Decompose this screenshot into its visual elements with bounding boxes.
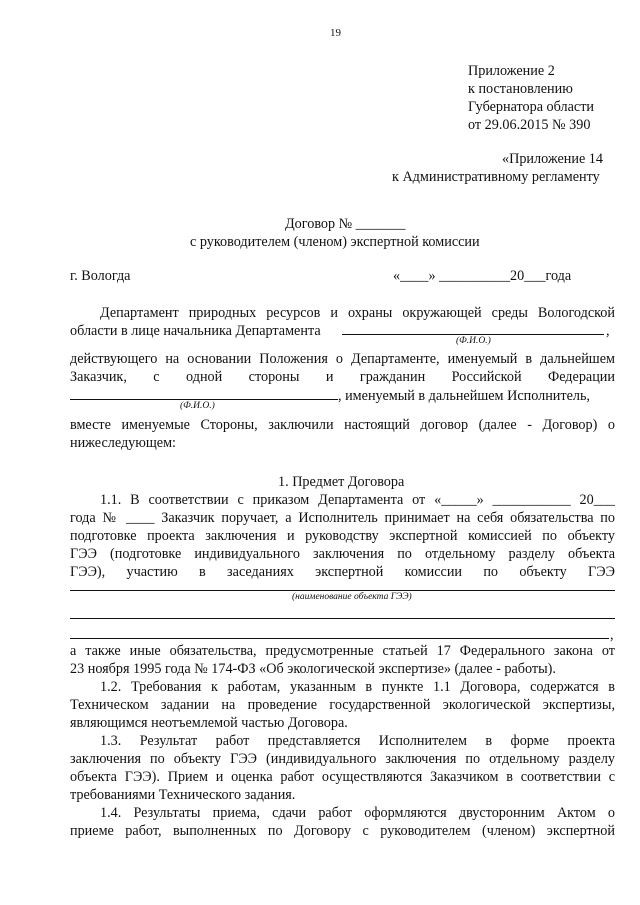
p13-line-2: заключения по объекту ГЭЭ (индивидуального заключения по отдельному разделу xyxy=(70,751,615,767)
intro-line-7: нижеследующем: xyxy=(70,435,176,451)
object-label: (наименование объекта ГЭЭ) xyxy=(292,592,412,602)
p11-line-8: 23 ноября 1995 года № 174-ФЗ «Об экологической экспертизе» (далее - работы). xyxy=(70,661,556,677)
page-number: 19 xyxy=(330,27,341,39)
p11-line-5: ГЭЭ), участию в заседаниях экспертной комиссии по объекту ГЭЭ xyxy=(70,564,615,580)
fio-underline-2 xyxy=(70,399,338,400)
appendix-line-3: Губернатора области xyxy=(468,99,594,115)
appendix-line-1: Приложение 2 xyxy=(468,63,555,79)
attachment-line-2: к Административному регламенту xyxy=(392,169,600,185)
fio-underline-1 xyxy=(342,334,604,335)
p13-line-4: требованиями Технического задания. xyxy=(70,787,296,803)
fio-label-2: (Ф.И.О.) xyxy=(180,401,215,411)
p12-line-2: Техническом задании на проведение государственной экологической экспертизы, xyxy=(70,697,615,713)
p12-line-3: являющимся неотъемлемой частью Договора. xyxy=(70,715,348,731)
p11-line-4: ГЭЭ (подготовке индивидуального заключения по отдельному разделу объекта xyxy=(70,546,615,562)
intro-line-2: области в лице начальника Департамента xyxy=(70,323,321,339)
appendix-line-4: от 29.06.2015 № 390 xyxy=(468,117,591,133)
intro-line-2-end: , xyxy=(606,323,610,339)
city: г. Вологда xyxy=(70,268,131,284)
intro-line-3: действующего на основании Положения о Департаменте, именуемый в дальнейшем xyxy=(70,351,615,367)
date-line: «____» __________20___года xyxy=(393,268,572,284)
intro-line-4: Заказчик, с одной стороны и гражданин Российской Федерации xyxy=(70,369,615,385)
p13-line-3: объекта ГЭЭ). Прием и оценка работ осуществляются Заказчиком в соответствии с xyxy=(70,769,615,785)
p12-line-1: 1.2. Требования к работам, указанным в пункте 1.1 Договора, содержатся в xyxy=(100,679,615,695)
p14-line-1: 1.4. Результаты приема, сдачи работ оформляются двусторонним Актом о xyxy=(100,805,615,821)
appendix-line-2: к постановлению xyxy=(468,81,573,97)
intro-line-5: , именуемый в дальнейшем Исполнитель, xyxy=(338,388,590,404)
contract-subtitle: с руководителем (членом) экспертной комиссии xyxy=(190,234,480,250)
object-underline-3 xyxy=(70,638,609,639)
object-underline-1 xyxy=(70,590,615,591)
p11-line-1: 1.1. В соответствии с приказом Департамента от «_____» ___________ 20___ xyxy=(100,492,615,508)
object-underline-2 xyxy=(70,618,615,619)
fio-label-1: (Ф.И.О.) xyxy=(456,336,491,346)
p11-line-2: года № ____ Заказчик поручает, а Исполнитель принимает на себя обязательства по xyxy=(70,510,615,526)
attachment-line-1: «Приложение 14 xyxy=(502,151,603,167)
p13-line-1: 1.3. Результат работ представляется Исполнителем в форме проекта xyxy=(100,733,615,749)
intro-line-6: вместе именуемые Стороны, заключили настоящий договор (далее - Договор) о xyxy=(70,417,615,433)
intro-line-1: Департамент природных ресурсов и охраны окружающей среды Вологодской xyxy=(100,305,615,321)
p11-line-6-end: , xyxy=(610,627,614,643)
p11-line-7: а также иные обязательства, предусмотренные статьей 17 Федерального закона от xyxy=(70,643,615,659)
p11-line-3: подготовке проекта заключения и руководству экспертной комиссией по объекту xyxy=(70,528,615,544)
section-1-title: 1. Предмет Договора xyxy=(278,474,405,490)
p14-line-2: приеме работ, выполненных по Договору с руководителем (членом) экспертной xyxy=(70,823,615,839)
contract-title: Договор № _______ xyxy=(285,216,406,232)
